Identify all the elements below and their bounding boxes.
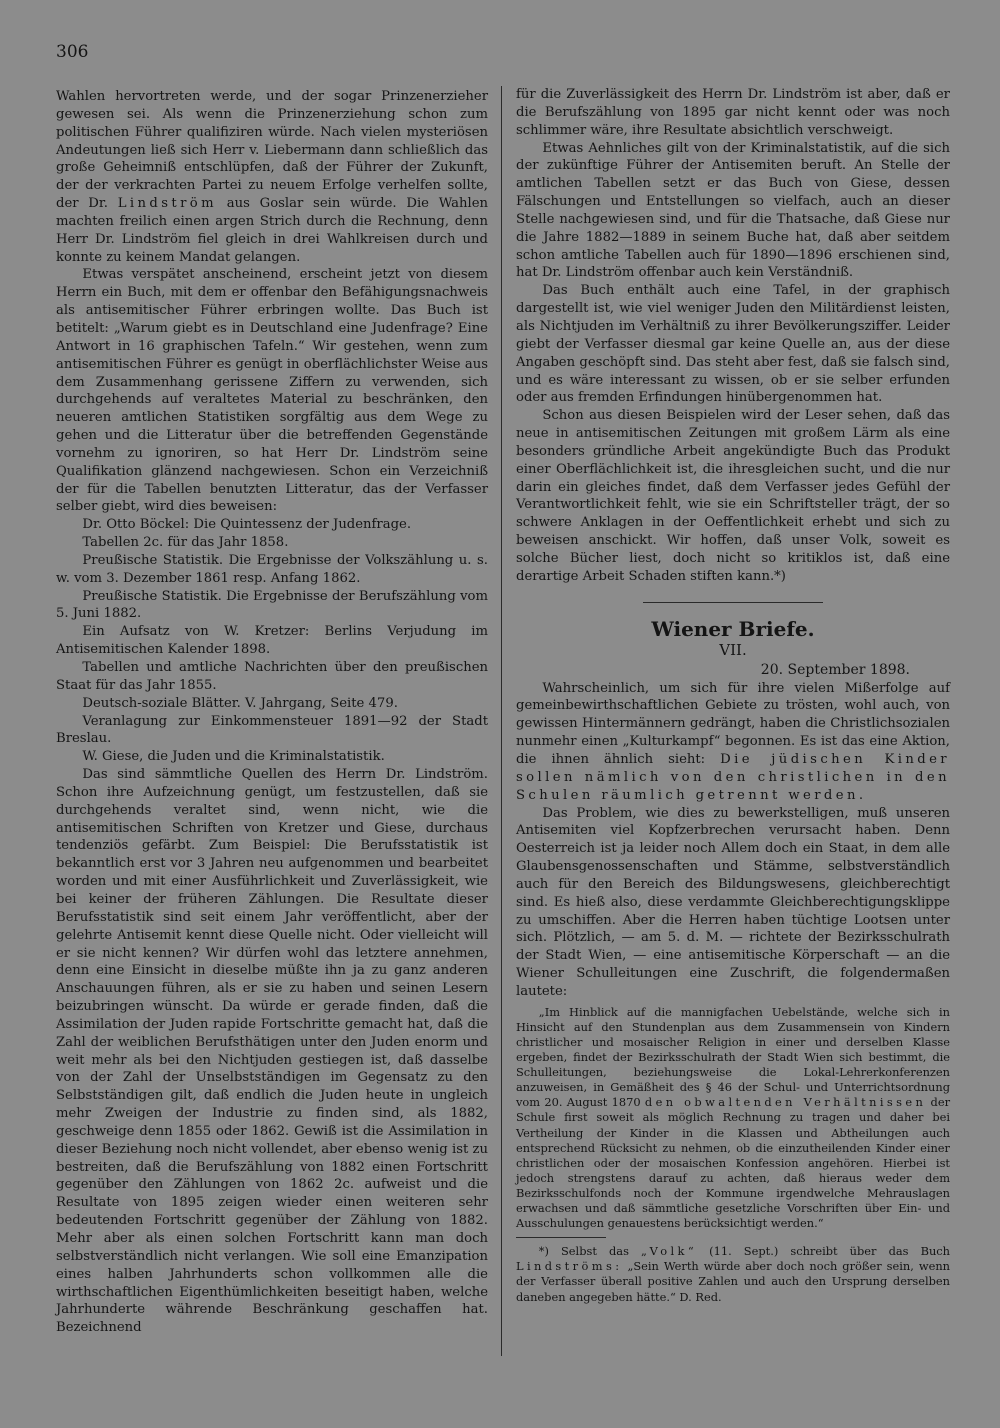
literature-item: Dr. Otto Böckel: Die Quintessenz der Judenfrage. xyxy=(82,517,412,533)
literature-item: Preußische Statistik. Die Ergebnisse der Berufszählung vom 5. Juni 1882. xyxy=(56,588,488,622)
spaced-emphasis: Die jüdischen Kinder sollen nämlich von den christlichen in den Schulen räumlich getrennt werden. xyxy=(516,752,950,803)
quoted-circular: „Im Hinblick auf die mannigfachen Uebelstände, welche sich in Hinsicht auf den Stundenplan aus dem Zusammensein von Kindern christlicher und mosaischer Religion in einer und derselben Klasse ergeben, findet der Bezirksschulrath der Stadt Wien sich bestimmt, die Schulleitungen, beziehungsweise die Lokal-Lehrerkonferenzen anzuweisen, in Gemäßheit des § 46 der Schul- und Unterrichtsordnung vom 20. August 1870 den obwaltenden Verhältnissen der Schule first soweit als möglich Rechnung zu tragen und daher bei Vertheilung der Kinder in die Klassen und Abtheilungen auch entsprechend Rücksicht zu nehmen, ob die einzutheilenden Kinder einer christlichen oder der mosaischen Konfession angehören. Hierbei ist jedoch strengstens darauf zu achten, daß hieraus weder dem Bezirksschulfonds noch der Kommune irgendwelche Mehrauslagen erwachsen und daß sämmtliche gesetzliche Vorschriften über Ein- und Ausschulungen genauestens berücksichtigt werden.“ xyxy=(516,1004,951,1231)
page-number: 306 xyxy=(56,42,89,62)
literature-item: W. Giese, die Juden und die Kriminalstatistik. xyxy=(82,749,385,765)
spaced-name: Lindström xyxy=(117,196,218,212)
left-column xyxy=(56,88,488,1337)
left-paragraph-2: Etwas verspätet anscheinend, erscheint jetzt von diesem Herrn ein Buch, mit dem er offenbar den Befähigungsnachweis als antisemitischer Führer erbringen wollte. Das Buch ist betitelt: „Warum giebt es in Deutschland eine Judenfrage? Eine Antwort in 16 graphischen Tafeln.“ Wir gestehen, wenn zum antisemitischen Führer es genügt in oberflächlichster Weise aus dem Zusammenhang gerissene Ziffern zu verwenden, sich durchgehends auf veraltetes Material zu beschränken, den neueren amtlichen Statistiken sorgfältig aus dem Wege zu gehen und die Litteratur über die betreffenden Gegenstände vornehm zu ignoriren, so hat Herr Dr. Lindström seine Qualifikation glänzend nachgewiesen. Schon ein Verzeichniß der für die Tabellen benutzten Litteratur, das der Verfasser selber giebt, wird dies beweisen: xyxy=(56,267,488,515)
right-paragraph-1: für die Zuverlässigkeit des Herrn Dr. Lindström ist aber, daß er die Berufszählung von 1895 gar nicht kennt oder was noch schlimmer wäre, ihre Resultate absichtlich verschweigt. xyxy=(516,87,950,138)
footnote: *) Selbst das „Volk“ (11. Sept.) schreibt über das Buch Lindströms: „Sein Werth würde aber doch noch größer sein, wenn der Verfasser überall positive Zahlen und auch den Ursprung derselben daneben angegeben hätte.“ D. Red. xyxy=(516,1244,950,1304)
literature-item: Deutsch-soziale Blätter. V. Jahrgang, Seite 479. xyxy=(82,695,398,711)
literature-item: Tabellen 2c. für das Jahr 1858. xyxy=(82,535,289,551)
spaced-emphasis: den obwaltenden Verhältnissen xyxy=(644,1095,927,1110)
right-paragraph-3: Das Buch enthält auch eine Tafel, in der graphisch dargestellt ist, wie viel weniger Juden den Militärdienst leisten, als Nichtjuden im Verhältniß zu ihrer Bevölkerungsziffer. Leider giebt der Verfasser diesmal gar keine Quelle an, aus der diese Angaben geschöpft sind. Das steht aber fest, daß sie falsch sind, und es wäre interessant zu wissen, ob er sie selber erfunden oder aus fremden Erfindungen hinübergenommen hat. xyxy=(516,283,950,406)
right-paragraph-4: Schon aus diesen Beispielen wird der Leser sehen, daß das neue in antisemitischen Zeitungen mit großem Lärm als eine besonders gründliche Arbeit angekündigte Buch das Produkt einer Oberflächlichkeit ist, die ihresgleichen sucht, und die nur darin ein gleiches findet, daß dem Verfasser jedes Gefühl der Verantwortlichkeit fehlt, wie sie ein Schriftsteller trägt, der so schwere Anklagen in der Oeffentlichkeit erhebt und sich zu beweisen anschickt. Wir hoffen, daß unser Volk, soweit es solche Bücher liest, doch nicht so kritiklos ist, daß eine derartige Arbeit Schaden stiften kann.*) xyxy=(516,408,950,584)
left-paragraph-1: Wahlen hervortreten werde, und der sogar Prinzenerzieher gewesen sei. Als wenn die Prinzenerziehung schon zum politischen Führer qualifiziren würde. Nach vielen mysteriösen Andeutungen ließ sich Herr v. Liebermann dann schließlich das große Geheimniß entschlüpfen, daß der Führer der Zukunft, der der verkrachten Partei zu neuem Erfolge verhelfen sollte, der Dr. Lindström aus Goslar sein würde. Die Wahlen machten freilich einen argen Strich durch die Rechnung, denn Herr Dr. Lindström fiel gleich in drei Wahlkreisen durch und konnte zu keinem Mandat gelangen. xyxy=(56,89,488,265)
section-rule xyxy=(643,602,823,603)
literature-item: Preußische Statistik. Die Ergebnisse der Volkszählung u. s. w. vom 3. Dezember 1861 resp. Anfang 1862. xyxy=(56,552,488,586)
footnote-rule xyxy=(516,1237,606,1238)
literature-item: Tabellen und amtliche Nachrichten über den preußischen Staat für das Jahr 1855. xyxy=(56,660,488,693)
right-paragraph-5: Wahrscheinlich, um sich für ihre vielen Mißerfolge auf gemeinbewirthschaftlichen Gebiete zu trösten, wohl auch, von gewissen Hintermännern gedrängt, haben die Christlichsozialen nunmehr einen „Kulturkampf“ begonnen. Es ist das eine Aktion, die ihnen ähnlich sieht: Die jüdischen Kinder sollen nämlich von den christlichen in den Schulen räumlich getrennt werden. xyxy=(516,680,950,803)
column-divider xyxy=(501,86,502,1356)
right-column xyxy=(516,86,950,1305)
right-paragraph-2: Etwas Aehnliches gilt von der Kriminalstatistik, auf die sich der zukünftige Führer der Antisemiten beruft. An Stelle der amtlichen Tabellen setzt er das Buch von Giese, dessen Fälschungen und Entstellungen so vielfach, auch an dieser Stelle nachgewiesen sind, und für die Thatsache, daß Giese nur die Jahre 1882—1889 in seinem Buche hat, daß aber seitdem schon amtliche Tabellen auch für 1890—1896 erschienen sind, hat Dr. Lindström offenbar auch kein Verständniß. xyxy=(516,140,950,281)
right-paragraph-6: Das Problem, wie dies zu bewerkstelligen, muß unseren Antisemiten viel Kopfzerbrechen verursacht haben. Denn Oesterreich ist ja leider noch Allem doch ein Staat, in dem alle Glaubensgenossenschaften und Stämme, selbstverständlich auch für den Bereich des Bildungswesens, gleichberechtigt sind. Es hieß also, diese verdammte Gleichberechtigungsklippe zu umschiffen. Aber die Herren haben tüchtige Lootsen unter sich. Plötzlich, — am 5. d. M. — richtete der Bezirksschulrath der Stadt Wien, — eine antisemitische Körperschaft — an die Wiener Schulleitungen eine Zuschrift, die folgendermaßen lautete: xyxy=(516,805,950,999)
literature-item: Veranlagung zur Einkommensteuer 1891—92 der Stadt Breslau. xyxy=(56,713,488,747)
left-paragraph-3: Das sind sämmtliche Quellen des Herrn Dr. Lindström. Schon ihre Aufzeichnung genügt, um festzustellen, daß sie durchgehends veraltet sind, wenn nicht, wie die antisemitischen Schriften von Kretzer und Giese, durchaus tendenziös gefärbt. Zum Beispiel: Die Berufsstatistik ist bekanntlich erst vor 3 Jahren neu aufgenommen und bearbeitet worden und mit einer Ausführlichkeit und Zuverlässigkeit, wie bei keiner der früheren Zählungen. Die Resultate dieser Berufsstatistik sind seit einem Jahr veröffentlicht, aber der gelehrte Antisemit kennt diese Quelle nicht. Oder vielleicht will er sie nicht kennen? Wir dürfen wohl das letztere annehmen, denn eine Einsicht in dieselbe müßte ihn ja zu ganz anderen Anschauungen führen, als er sie zu haben und seinen Lesern beizubringen wünscht. Da würde er gerade finden, daß die Assimilation der Juden rapide Fortschritte gemacht hat, daß die Zahl der weiblichen Berufsthätigen unter den Juden enorm und weit mehr als bei den Nichtjuden gestiegen ist, daß dasselbe von der Zahl der Unselbstständigen im Gegensatz zu den Selbstständigen gilt, daß endlich die Juden heute in ungleich mehr Zweigen der Industrie zu finden sind, als 1882, geschweige denn 1855 oder 1862. Gewiß ist die Assimilation in dieser Beziehung noch nicht vollendet, aber ebenso wenig ist zu bestreiten, daß die Berufszählung von 1882 einen Fortschritt gegenüber den Zählungen von 1862 2c. aufweist und die Resultate von 1895 zeigen wieder einen weiteren sehr bedeutenden Fortschritt gegenüber der Zählung von 1882. Mehr aber als einen solchen Fortschritt kann man doch selbstverständlich nicht verlangen. Wie soll eine Emanzipation eines halben Jahrhunderts schon vollkommen alle die wirthschaftlichen Eigenthümlichkeiten beseitigt haben, welche Jahrhunderte währende Beschränkung geschaffen hat. Bezeichnend xyxy=(56,767,488,1336)
literature-item: Ein Aufsatz von W. Kretzer: Berlins Verjudung im Antisemitischen Kalender 1898. xyxy=(56,624,488,658)
section-number: VII. xyxy=(719,640,747,659)
section-date: 20. September 1898. xyxy=(760,661,910,678)
section-title: Wiener Briefe. xyxy=(651,616,815,641)
